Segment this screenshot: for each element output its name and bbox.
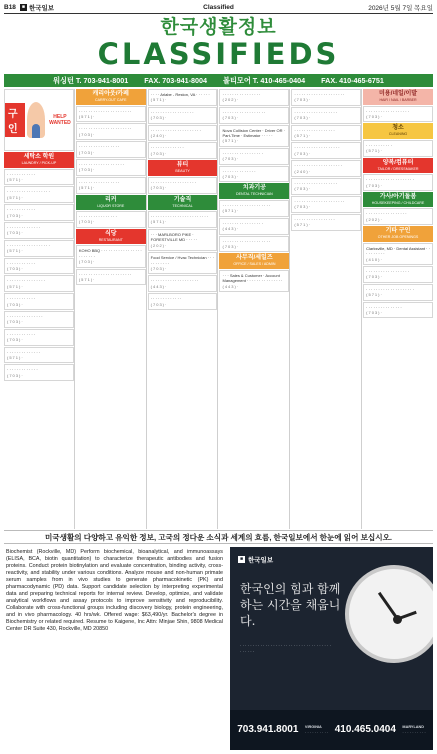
ad-text: · · · · · · · · · · · · · · · · · · bbox=[366, 108, 410, 114]
ad-phone: (703)· bbox=[78, 149, 96, 155]
help-wanted-graphic bbox=[4, 89, 74, 151]
ad-text: · · · · · · · · · · · · · · bbox=[150, 145, 184, 151]
category-title: 세탁소 학원 bbox=[23, 154, 55, 160]
classified-ad bbox=[219, 148, 289, 165]
ad-phone: (703)· bbox=[7, 319, 24, 325]
category-subtitle: HAIR / NAIL / BARBER bbox=[379, 98, 417, 102]
category-title: 식당 bbox=[104, 230, 117, 237]
ad-text: · · · · · · · · · · · · · · · · · · · · · · bbox=[78, 126, 132, 132]
ad-text: · · · · · · · · · · · · · · · · · · · bbox=[294, 145, 340, 151]
ad-text: KOHO BBQ · · · · · · · · · · · · · · · · · · · · · · · · bbox=[78, 248, 142, 259]
ad-text: · · · · · · · · · · · · · · · · · · · · bbox=[294, 163, 343, 169]
ad-phone: (571)· bbox=[7, 248, 24, 254]
ad-text: · · · · · · · · · · · · · · · · · · · · bbox=[150, 278, 199, 284]
classified-ad bbox=[76, 141, 146, 158]
classified-ad bbox=[291, 178, 361, 195]
category-title: 뷰티 bbox=[176, 162, 189, 169]
page-number: B18 bbox=[4, 4, 16, 11]
ad-phone: (703)· bbox=[150, 185, 168, 191]
maryland-office bbox=[335, 724, 396, 736]
promo-slogan: 한국인의 힘과 함께하는 시간을 채웁니다. bbox=[240, 582, 341, 628]
ad-phone: (703)· bbox=[7, 301, 24, 307]
category-title: 캐리아웃/카페 bbox=[92, 91, 129, 97]
virginia-office-info bbox=[305, 725, 328, 735]
newspaper-promo-ad bbox=[230, 547, 433, 750]
classified-column bbox=[291, 89, 362, 529]
ad-phone: (703)· bbox=[150, 150, 168, 156]
category-subtitle: OTHER JOB OPENINGS bbox=[377, 235, 419, 240]
ad-phone: (443)· bbox=[150, 283, 168, 289]
ad-phone: (703)· bbox=[7, 265, 24, 271]
ad-phone: (703)· bbox=[366, 182, 383, 188]
banner-title-english: CLASSIFIEDS bbox=[97, 37, 340, 71]
publisher-name: 한국일보 bbox=[28, 5, 55, 12]
classifieds-banner bbox=[4, 16, 433, 73]
ad-text: · · · · · · · · · · · · · · · · · bbox=[78, 179, 120, 185]
classified-ad bbox=[76, 211, 146, 228]
classified-ad bbox=[4, 311, 74, 328]
ad-text: · · · · · · · · · · · bbox=[366, 142, 392, 148]
ad-text: · · · · · · · · · · · · · · · · · · · bbox=[150, 179, 196, 185]
classified-ad bbox=[219, 236, 289, 253]
ad-text: · · · · · · · · · · · · · · · · · · bbox=[150, 109, 194, 115]
virginia-phone: 703.941.8001 bbox=[237, 724, 299, 735]
issue-date: 2026년 5월 7일 목요일 bbox=[368, 5, 433, 12]
ad-phone: (571)· bbox=[78, 113, 96, 119]
category-title: 가사/아기돌봄 bbox=[379, 193, 417, 200]
classified-ad bbox=[4, 275, 74, 292]
ad-text: · · · · · · · · · · · · · · · · · bbox=[78, 144, 120, 150]
category-subtitle: BEAUTY bbox=[175, 169, 190, 174]
category-subtitle: HOUSEKEEPING / CHILDCARE bbox=[371, 200, 425, 205]
baltimore-fax: FAX. 410-465-6751 bbox=[321, 76, 384, 85]
ad-phone: (703)· bbox=[150, 115, 168, 121]
ad-phone: (703)· bbox=[222, 115, 240, 121]
ad-phone: (703)· bbox=[294, 204, 311, 210]
ad-text: · · · · · · · · · · · · · · · · · · · · · · · · bbox=[150, 214, 209, 220]
ad-text: · · · · · · · · · · · · · · · · · · · · · · bbox=[78, 108, 132, 114]
classified-ad bbox=[148, 142, 218, 159]
ad-phone: (703)· bbox=[294, 115, 311, 121]
virginia-address: · · · · · · · · · · bbox=[304, 730, 329, 735]
ad-phone: (571)· bbox=[366, 292, 383, 298]
ad-phone: (703)· bbox=[222, 156, 240, 162]
ad-text: · · · · · · · · · · · · · · · · · · · · bbox=[366, 177, 414, 183]
category-title: 치과기공 bbox=[242, 185, 266, 192]
ad-phone: (703)· bbox=[366, 274, 383, 280]
classified-column bbox=[4, 89, 75, 529]
classified-column bbox=[363, 89, 433, 529]
ad-text: · · · · · · · · · · · · · · · · · · bbox=[7, 189, 50, 195]
ad-text: · · · · · · · · · · · · bbox=[7, 207, 36, 213]
classified-ad bbox=[363, 140, 433, 157]
ad-phone: (202)· bbox=[366, 216, 383, 222]
classified-ad bbox=[4, 240, 74, 257]
ad-phone: (703)· bbox=[7, 337, 24, 343]
ad-text: · · · · · · · · · · · · · · · · · · bbox=[7, 242, 50, 248]
ad-text: · · · Sales & Customer · Account Management · · · · · · · · · · · · · · · bbox=[222, 272, 283, 284]
category-subtitle: CLEANING bbox=[388, 132, 408, 137]
ad-phone: (571)· bbox=[294, 222, 311, 228]
ad-phone: (703)· bbox=[78, 131, 96, 137]
classified-ad bbox=[291, 125, 361, 142]
ad-text: · · · · · · · · · · · · · · · · · · bbox=[366, 268, 410, 274]
classified-ad bbox=[148, 229, 218, 251]
classified-column bbox=[219, 89, 290, 529]
ad-text: · · · · · · · · · · · · · · bbox=[7, 349, 41, 355]
ad-phone: (703)· bbox=[150, 301, 168, 307]
classified-ad bbox=[148, 293, 218, 310]
ad-text: · · · · · · · · · · · · · · bbox=[7, 224, 41, 230]
ad-text: Clarksville, MD · Dental Assistant · · · · · · · · · · bbox=[366, 245, 430, 257]
ad-phone: (571)· bbox=[7, 194, 24, 200]
ad-phone: (443)· bbox=[222, 283, 240, 289]
classified-ad bbox=[363, 266, 433, 283]
classified-ad bbox=[76, 177, 146, 194]
contact-bar bbox=[4, 74, 433, 87]
ad-phone: (703)· bbox=[78, 167, 96, 173]
ad-text: · · · · · · · · · · · · bbox=[7, 260, 36, 266]
classified-ad bbox=[4, 186, 74, 203]
classified-ad bbox=[148, 275, 218, 292]
category-header bbox=[148, 160, 218, 176]
category-header bbox=[76, 195, 146, 211]
ad-text: · · · · · · · · · · · · · · · · · · · · · bbox=[294, 92, 345, 97]
ad-text: · · · · · · · · · · · · bbox=[7, 296, 36, 302]
ad-text: · · · · · · · · · · · · · · · · · bbox=[366, 211, 407, 217]
ad-text: · · · · · · · · · · · · · · · · bbox=[222, 92, 261, 97]
category-subtitle: LAUNDRY / PICK-UP bbox=[21, 161, 57, 165]
category-title: 양복/컴퓨터 bbox=[382, 159, 414, 166]
classified-ad bbox=[363, 243, 433, 265]
ad-phone: (202)· bbox=[150, 242, 168, 248]
ad-phone: (703)· bbox=[294, 186, 311, 192]
classified-ad bbox=[363, 284, 433, 301]
clock-icon bbox=[345, 565, 433, 663]
category-header bbox=[363, 158, 433, 174]
person-icon bbox=[27, 102, 45, 138]
classified-ad bbox=[219, 125, 289, 147]
ad-text: · · · · · · · · · · · · · · · · · bbox=[222, 150, 263, 156]
ad-text: · · · · · · · · · · · · · · · · · · bbox=[294, 181, 338, 187]
ad-text: · · · · · · · · · · · · · · bbox=[222, 168, 256, 174]
classified-ad bbox=[219, 200, 289, 217]
category-title: 리커 bbox=[104, 196, 117, 203]
ad-text: · · · · · · · · · · · · · · · · · bbox=[222, 220, 263, 226]
category-title: 미용/네일/이발 bbox=[378, 91, 418, 97]
classified-ad bbox=[363, 106, 433, 123]
category-header bbox=[76, 229, 146, 245]
newspaper-logo-icon: ■ bbox=[239, 556, 244, 562]
maryland-label: MARYLAND bbox=[402, 725, 425, 729]
classified-ad bbox=[148, 177, 218, 194]
classified-ad bbox=[4, 258, 74, 275]
ad-text: · · · · · · · · · · · · · · · · · · · · · bbox=[150, 127, 201, 133]
ad-text: · · · · · · · · · · · · · · · · · bbox=[294, 216, 335, 222]
category-subtitle: CARRY-OUT CAFE bbox=[94, 98, 127, 102]
ad-text: · · · · · · · · · · · · · · · · · · bbox=[222, 109, 266, 115]
ad-text: · · · · · · · · · · · · bbox=[7, 331, 36, 337]
category-header bbox=[363, 226, 433, 242]
promo-description: · · · · · · · · · · · · · · · · · · · · · · · · · · · · · · · · · · · · · · · · · · bbox=[240, 643, 331, 654]
ad-text: · · · · · · · · · · · · bbox=[7, 171, 36, 177]
ad-text: · · · · · · · · · · · · · · · bbox=[7, 314, 43, 319]
category-subtitle: TECHNICAL bbox=[172, 203, 193, 208]
classified-ad bbox=[76, 269, 146, 286]
ad-phone: (571)· bbox=[78, 277, 96, 282]
ad-phone: (571)· bbox=[150, 97, 168, 103]
maryland-address: · · · · · · · · · · bbox=[402, 730, 426, 735]
classified-ad bbox=[363, 302, 433, 319]
ad-text: · · · · · · · · · · · · · · · · · · · · · · bbox=[78, 271, 132, 277]
category-title: 기술직 bbox=[173, 196, 192, 203]
ad-phone: (410)· bbox=[366, 256, 383, 262]
classified-ad bbox=[363, 174, 433, 191]
classified-ad bbox=[76, 245, 146, 267]
category-header bbox=[363, 89, 433, 105]
ad-phone: (571)· bbox=[294, 133, 311, 139]
promo-logo-text: 한국일보 bbox=[248, 557, 274, 564]
ad-text: · · · · · · · · · · · · · · · · · · bbox=[294, 109, 338, 115]
page-header bbox=[4, 2, 433, 14]
ad-phone: (571)· bbox=[7, 283, 24, 289]
classified-column bbox=[76, 89, 147, 529]
classified-ad bbox=[219, 166, 289, 183]
classified-ad bbox=[4, 347, 74, 364]
classified-column bbox=[148, 89, 219, 529]
ad-phone: (571)· bbox=[7, 355, 24, 361]
classified-ad bbox=[291, 196, 361, 213]
ad-text: · · · · · · · · · · · · · · · · bbox=[78, 214, 117, 220]
category-subtitle: LIQUOR STORE bbox=[97, 203, 125, 208]
category-header bbox=[363, 192, 433, 208]
ad-text: · · · · · · · · · · · · · · · · · bbox=[294, 127, 335, 133]
category-header bbox=[148, 195, 218, 211]
ad-phone: (703)· bbox=[366, 113, 383, 119]
help-wanted-sign: HELP WANTED bbox=[49, 114, 71, 126]
classified-ad bbox=[291, 89, 361, 106]
ad-phone: (571)· bbox=[78, 185, 96, 191]
ad-phone: (571)· bbox=[222, 138, 240, 144]
classified-ad bbox=[148, 89, 218, 106]
ad-phone: (703)· bbox=[222, 174, 240, 180]
classified-ad bbox=[4, 169, 74, 186]
ad-phone: (703)· bbox=[222, 244, 240, 249]
ad-phone: (240)· bbox=[294, 168, 311, 174]
virginia-office bbox=[237, 724, 298, 736]
biochemist-job-ad: Biochemist (Rockville, MD) Perform biochemical, bioanalytical, and immunoassays (ELISA, BCA, biotin quantitation) to characterize therapeutic antibodies and fusion proteins. Conduct protein biotinylation and evaluate concentration, binding activity, cross-reactivity, and stability under various conditions. Analyze mouse and non-human primate serum samples from in vivo studies to generate pharmacokinetic (PK) and pharmacodynamic (PD) data. Support candidate selection by interpreting experimental data and preparing technical reports for internal review. Develop, optimize, and validate analytical workflows and assay protocols to improve sensitivity and reproducibility. Collaborate with cross-functional groups including discovery biology, protein engineering, and in vivo pharmacology. 40 hrs/wk. Offered wage: $63,490/yr. Bachelor's degree in Biochemistry or related required. Resume to Kaigene, Inc Attn: Minjae Shin, 9808 Medical Center DR Suite 430, Rockville, MD 20850 bbox=[6, 549, 223, 632]
ad-phone: (703)· bbox=[150, 265, 168, 271]
ad-text: · · · · Arlabe - Reston, VA · · · · · · bbox=[150, 92, 210, 97]
ad-text: · · · · · · · · · · · · · · · · · · · · · bbox=[294, 198, 345, 204]
classified-ad bbox=[291, 142, 361, 159]
category-title: 기타 구인 bbox=[385, 228, 411, 235]
category-title: 사무직/세일즈 bbox=[236, 255, 273, 262]
newspaper-logo-icon: ■ bbox=[21, 4, 25, 10]
category-header bbox=[219, 253, 289, 269]
ad-text: Nova Collision Center · Driver OR · Part-Time · Estimator · · · · · bbox=[222, 127, 285, 139]
category-subtitle: TAILOR / DRESSMAKER bbox=[377, 166, 419, 171]
ad-phone: (703)· bbox=[366, 310, 383, 315]
ad-text: · · · · · · · · · · · · · bbox=[7, 367, 38, 373]
promo-logo bbox=[238, 555, 273, 564]
promo-offices bbox=[230, 710, 433, 750]
baltimore-phone: 볼티모어 T. 410-465-0404 bbox=[223, 75, 306, 85]
category-header bbox=[76, 89, 146, 105]
classified-ad bbox=[4, 204, 74, 221]
category-subtitle: OFFICE / SALES / ADMIN bbox=[233, 262, 276, 267]
ad-text: · · · · · · · · · · · · · · · · · · · · bbox=[222, 238, 271, 244]
bottom-ads bbox=[4, 547, 433, 750]
classified-ad bbox=[76, 106, 146, 123]
maryland-office-info bbox=[402, 725, 425, 735]
newspaper-tagline: 미국생활의 다양하고 유익한 정보, 고국의 정다운 소식과 세계의 흐름, 한국일보에서 한눈에 읽어 보십시오. bbox=[4, 530, 433, 544]
ad-text: · · · · · · · · · · · · · · · · · · · bbox=[78, 161, 125, 167]
ad-phone: (443)· bbox=[222, 226, 240, 232]
classified-ad bbox=[4, 222, 74, 239]
ad-phone: (571)· bbox=[366, 148, 383, 154]
classified-ad bbox=[148, 125, 218, 142]
ad-text: · · · · · · · · · · · · · · · · · · · · bbox=[366, 286, 414, 292]
section-title: Classified bbox=[203, 4, 234, 11]
classified-ads-grid bbox=[4, 89, 433, 529]
classified-ad bbox=[291, 214, 361, 231]
classified-ad bbox=[4, 364, 74, 381]
category-header bbox=[4, 152, 74, 168]
maryland-phone: 410.465.0404 bbox=[334, 724, 396, 735]
ad-phone: (240)· bbox=[150, 133, 168, 139]
help-wanted-tag: 구인 bbox=[5, 103, 25, 137]
ad-phone: (703)· bbox=[78, 219, 96, 225]
category-subtitle: DENTAL TECHNICIAN bbox=[236, 192, 273, 197]
classified-ad bbox=[4, 293, 74, 310]
ad-phone: (571)· bbox=[7, 176, 24, 182]
banner-title-korean: 한국생활정보 bbox=[160, 16, 277, 38]
ad-phone: (703)· bbox=[7, 372, 24, 378]
ad-phone: (703)· bbox=[78, 259, 96, 265]
ad-text: · · · · · · · · · · · · · bbox=[150, 296, 182, 302]
classified-ad bbox=[291, 160, 361, 177]
ad-phone: (703)· bbox=[294, 150, 311, 156]
ad-phone: (571)· bbox=[150, 219, 168, 225]
ad-text: · · · MARLBORO PIKE · FORESTVILLE MD · · · · · bbox=[150, 231, 198, 243]
ad-phone: (571)· bbox=[222, 208, 240, 214]
classified-ad bbox=[4, 329, 74, 346]
classified-ad bbox=[219, 89, 289, 106]
classified-ad bbox=[148, 211, 218, 228]
classified-ad bbox=[76, 123, 146, 140]
ad-text: · · · · · · · · · · · · · · · bbox=[366, 304, 402, 310]
washington-fax: FAX. 703-941-8004 bbox=[144, 76, 208, 85]
classified-ad bbox=[363, 208, 433, 225]
ad-phone: (202)· bbox=[222, 97, 240, 103]
category-header bbox=[219, 183, 289, 199]
ad-phone: (703)· bbox=[294, 97, 311, 103]
ad-phone: (703)· bbox=[7, 230, 24, 236]
classified-ad bbox=[219, 107, 289, 124]
virginia-label: VIRGINIA bbox=[304, 725, 322, 729]
classified-ad bbox=[219, 218, 289, 235]
washington-phone: 워싱턴 T. 703-941-8001 bbox=[53, 75, 129, 85]
ad-text: · · · · · · · · · · · · · · · · · · · · bbox=[222, 202, 271, 208]
classified-ad bbox=[148, 252, 218, 274]
category-header bbox=[363, 123, 433, 139]
ad-text: Food Service / Hvac Technician · · · · · · · · · · · bbox=[150, 255, 214, 266]
ad-text: · · · · · · · · · · · · · · · · bbox=[7, 278, 45, 284]
classified-ad bbox=[291, 107, 361, 124]
classified-ad bbox=[219, 270, 289, 292]
category-subtitle: RESTAURANT bbox=[98, 237, 123, 242]
classified-ad bbox=[76, 159, 146, 176]
ad-phone: (703)· bbox=[7, 212, 24, 218]
category-title: 청소 bbox=[392, 125, 404, 132]
classified-ad bbox=[148, 107, 218, 124]
